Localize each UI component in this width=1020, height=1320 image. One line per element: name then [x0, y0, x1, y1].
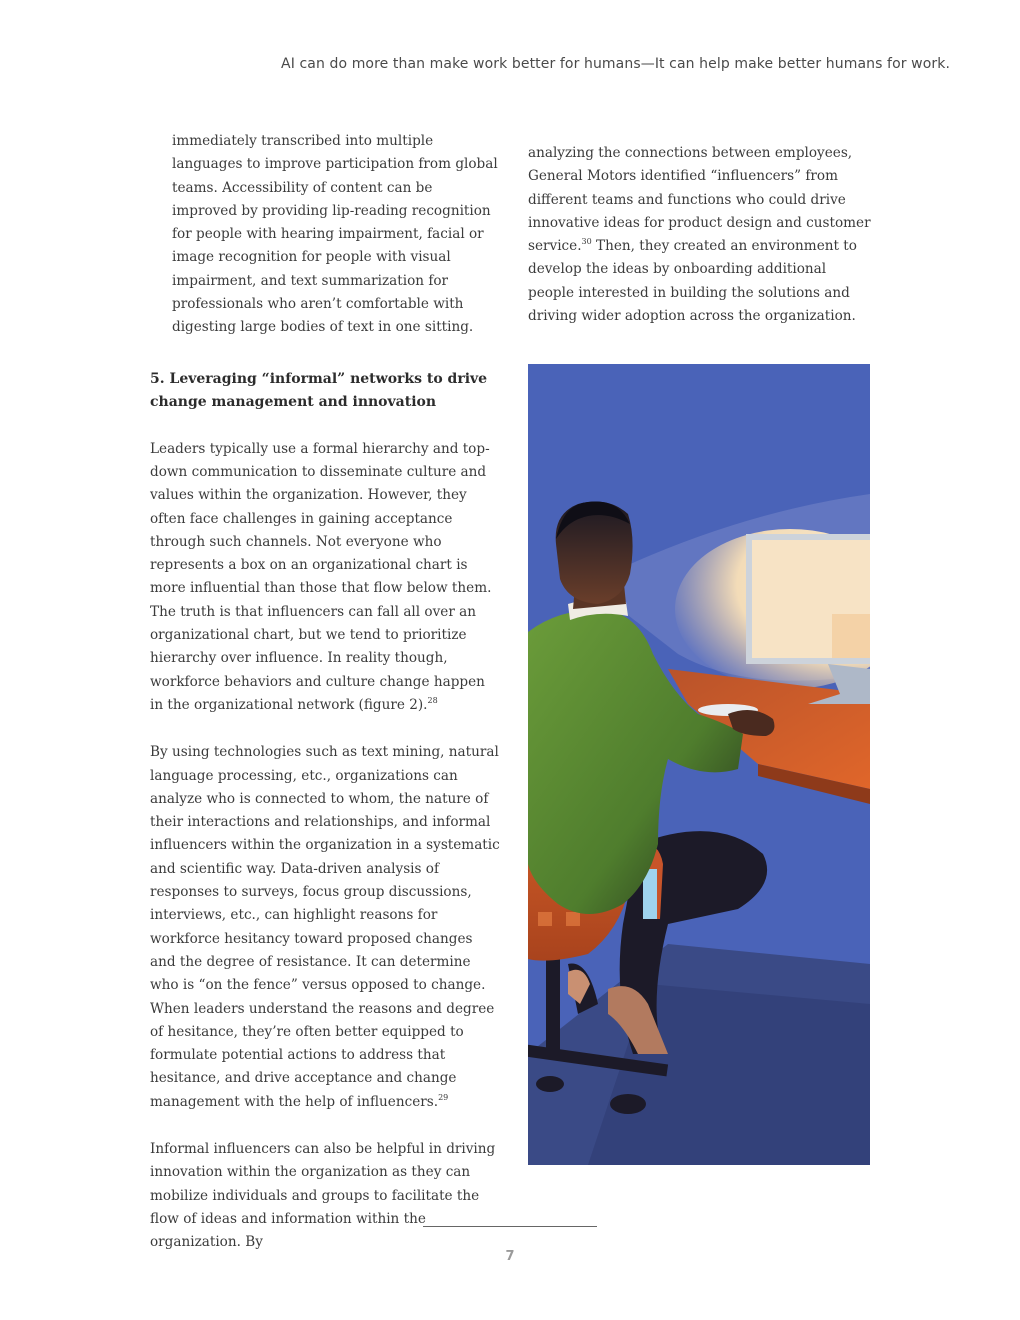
left-column — [150, 130, 500, 1254]
section-heading: 5. Leveraging “informal” networks to drive change management and innovation — [150, 370, 488, 410]
bullet-continuation-text: immediately transcribed into multiple languages to improve participation from global teams. Accessibility of content can be improved by providing lip-reading recognition for people with hearing impairment, facial or image recognition for people with visual impairment, and text summarization for professionals who aren’t comfortable with digesting large bodies of text in one sitting. — [172, 133, 498, 336]
running-header: AI can do more than make work better for humans—It can help make better humans for work. — [281, 56, 950, 72]
paragraph-formal-hierarchy — [150, 438, 500, 718]
paragraph-1-text: Leaders typically use a formal hierarchy and top-down communication to disseminate culture and values within the organization. However, they often face challenges in gaining acceptance through such channels. Not everyone who represents a box on an organizational chart is more influential than those that flow below them. The truth is that influencers can fall all over an organizational chart, but we tend to prioritize hierarchy over influence. In reality though, workforce behaviors and culture change happen in the organizational network (figure 2). — [150, 440, 492, 713]
page-number: 7 — [505, 1249, 515, 1264]
footnote-ref-28[interactable]: 28 — [427, 695, 438, 705]
right-text-part-1: analyzing the connections between employees, General Motors identified “influencers” from different teams and functions who could drive innovative ideas for product design and customer service. — [528, 145, 871, 255]
footnote-ref-30[interactable]: 30 — [581, 237, 592, 247]
illustration-svg — [528, 364, 870, 1165]
footer-rule — [423, 1226, 597, 1227]
illustration-person-at-computer — [528, 364, 870, 1165]
paragraph-general-motors — [528, 142, 873, 328]
paragraph-informal-influencers: Informal influencers can also be helpful in driving innovation within the organization as they can mobilize individuals and groups to facilitate the flow of ideas and information within the organization. By — [150, 1140, 496, 1251]
right-text-part-2: Then, they created an environment to develop the ideas by onboarding additional people interested in building the solutions and driving wider adoption across the organization. — [528, 238, 857, 325]
footnote-ref-29[interactable]: 29 — [438, 1092, 449, 1102]
right-column — [528, 142, 873, 328]
paragraph-2-text: By using technologies such as text mining, natural language processing, etc., organizations can analyze who is connected to whom, the nature of their interactions and relationships, and informal influencers within the organization in a systematic and scientific way. Data-driven analysis of responses to surveys, focus group discussions, interviews, etc., can highlight reasons for workforce hesitancy toward proposed changes and the degree of resistance. It can determine who is “on the fence” versus opposed to change. When leaders understand the reasons and degree of hesitance, they’re often better equipped to formulate potential actions to address that hesitance, and drive acceptance and change management with the help of influencers. — [150, 744, 500, 1110]
paragraph-text-mining — [150, 741, 500, 1114]
